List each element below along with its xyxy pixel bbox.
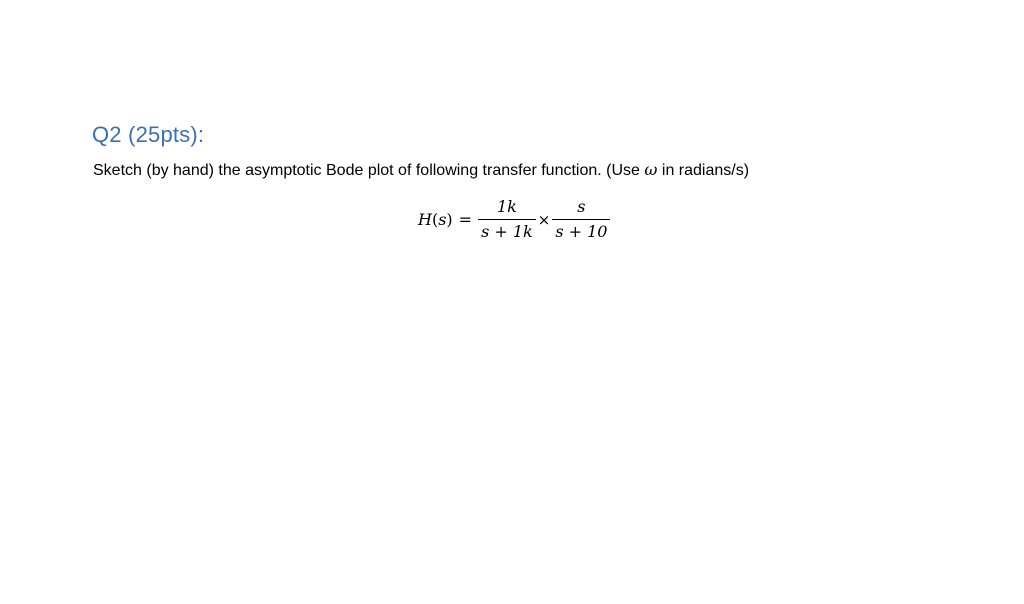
multiply-sign: ×: [537, 210, 551, 229]
question-instruction: [93, 160, 749, 180]
denominator-text: s + 1k: [481, 222, 533, 241]
equation-lhs: [418, 210, 453, 229]
lhs-variable: s: [438, 210, 447, 229]
equals-sign: =: [458, 210, 473, 229]
omega-symbol: ω: [644, 160, 658, 179]
instruction-text-end: in radians/s): [657, 162, 750, 179]
fraction-first: [478, 198, 536, 241]
fraction-second-denominator: [552, 220, 610, 241]
numerator-text: 1k: [496, 197, 517, 216]
fraction-first-denominator: [478, 220, 536, 241]
transfer-function-equation: [418, 198, 610, 241]
denominator-text: s + 10: [555, 222, 608, 241]
fraction-second-numerator: [574, 198, 588, 219]
lhs-paren-open: (: [431, 210, 439, 229]
lhs-paren-close: ): [446, 210, 453, 229]
instruction-text-start: Sketch (by hand) the asymptotic Bode plot of following transfer function. (Use: [93, 162, 645, 179]
fraction-first-numerator: [494, 198, 520, 219]
fraction-second: [552, 198, 610, 241]
question-heading: Q2 (25pts):: [92, 122, 205, 147]
function-name: H: [418, 210, 432, 229]
numerator-text: s: [577, 197, 586, 216]
